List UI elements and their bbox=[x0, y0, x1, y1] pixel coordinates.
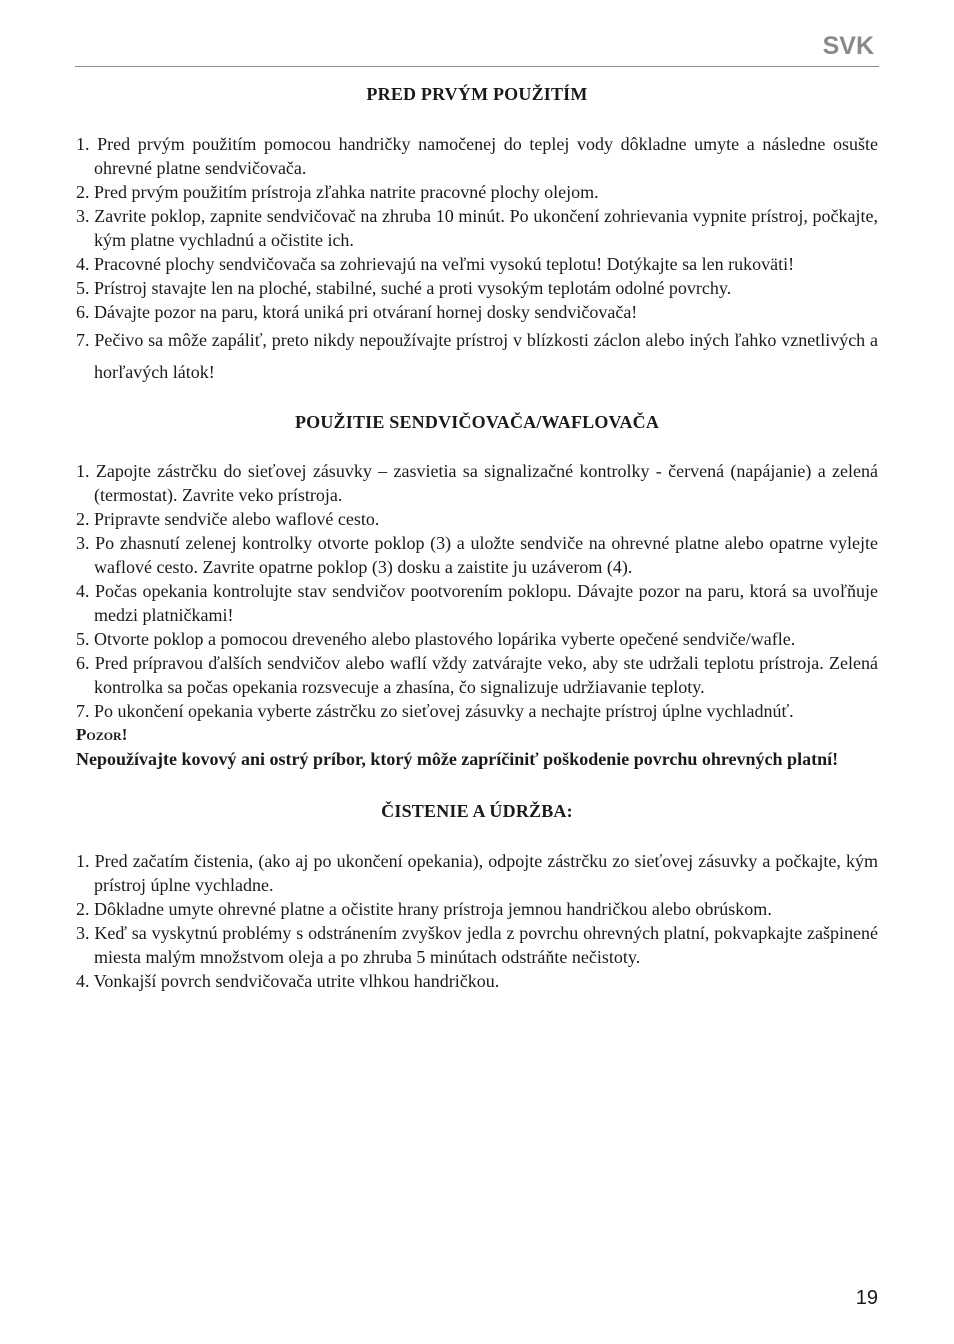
instruction-list bbox=[76, 459, 878, 723]
warning-title: Pozor! bbox=[76, 725, 128, 744]
list-item: 6. Pred prípravou ďalších sendvičov alebo waflí vždy zatvárajte veko, aby ste udržali teplotu prístroja. Zelená kontrolka sa počas opekania rozsvecuje a zhasína, čo signalizuje udržiavanie teploty. bbox=[76, 653, 878, 697]
list-item: 2. Dôkladne umyte ohrevné platne a očistite hrany prístroja jemnou handričkou alebo obrúskom. bbox=[76, 899, 772, 919]
instruction-list bbox=[76, 132, 878, 388]
list-item: 3. Keď sa vyskytnú problémy s odstránením zvyškov jedla z povrchu ohrevných platní, pokvapkajte zašpinené miesta malým množstvom oleja a po zhruba 5 minútach odstráňte nečistoty. bbox=[76, 923, 878, 967]
list-item: 7. Po ukončení opekania vyberte zástrčku zo sieťovej zásuvky a nechajte prístroj úplne vychladnúť. bbox=[76, 701, 794, 721]
list-item: 5. Otvorte poklop a pomocou dreveného alebo plastového lopárika vyberte opečené sendviče/wafle. bbox=[76, 629, 796, 649]
header-divider bbox=[75, 66, 879, 67]
list-item: 7. Pečivo sa môže zapáliť, preto nikdy nepoužívajte prístroj v blízkosti záclon alebo iných ľahko vznetlivých a horľavých látok! bbox=[76, 330, 878, 382]
list-item: 1. Pred začatím čistenia, (ako aj po ukončení opekania), odpojte zástrčku zo sieťovej zásuvky a počkajte, kým prístroj úplne vychladne. bbox=[76, 851, 878, 895]
list-item: 2. Pred prvým použitím prístroja zľahka natrite pracovné plochy olejom. bbox=[76, 182, 599, 202]
section-title: POUŽITIE SENDVIČOVAČA/WAFLOVAČA bbox=[294, 412, 660, 432]
section-before-first-use bbox=[76, 84, 878, 388]
instruction-list bbox=[76, 849, 878, 993]
list-item: 4. Počas opekania kontrolujte stav sendvičov pootvorením poklopu. Dávajte pozor na paru, ktorá sa uvoľňuje medzi platničkami! bbox=[76, 581, 878, 625]
section-title: ČISTENIE A ÚDRŽBA: bbox=[381, 801, 573, 821]
list-item: 3. Zavrite poklop, zapnite sendvičovač na zhruba 10 minút. Po ukončení zohrievania vypnite prístroj, počkajte, kým platne vychladnú a očistite ich. bbox=[76, 206, 878, 250]
list-item: 4. Vonkajší povrch sendvičovača utrite vlhkou handričkou. bbox=[76, 971, 500, 991]
section-title: PRED PRVÝM POUŽITÍM bbox=[366, 84, 588, 104]
page-number: 19 bbox=[855, 1287, 878, 1309]
list-item: 4. Pracovné plochy sendvičovača sa zohrievajú na veľmi vysokú teplotu! Dotýkajte sa len rukoväti! bbox=[76, 254, 795, 274]
list-item: 2. Pripravte sendviče alebo waflové cesto. bbox=[76, 509, 380, 529]
list-item: 5. Prístroj stavajte len na ploché, stabilné, suché a proti vysokým teplotám odolné povrchy. bbox=[76, 278, 732, 298]
list-item: 6. Dávajte pozor na paru, ktorá uniká pri otváraní hornej dosky sendvičovača! bbox=[76, 302, 638, 322]
list-item: 1. Zapojte zástrčku do sieťovej zásuvky – zasvietia sa signalizačné kontrolky - červená (napájanie) a zelená (termostat). Zavrite veko prístroja. bbox=[76, 461, 878, 505]
warning-text: Nepoužívajte kovový ani ostrý príbor, ktorý môže zapríčiniť poškodenie povrchu ohrevných platní! bbox=[76, 749, 839, 769]
section-cleaning bbox=[76, 801, 878, 993]
list-item: 3. Po zhasnutí zelenej kontrolky otvorte poklop (3) a uložte sendviče na ohrevné platne alebo opatrne vylejte waflové cesto. Zavrite opatrne poklop (3) dosku a zaistite ju uzáverom (4). bbox=[76, 533, 878, 577]
list-item: 1. Pred prvým použitím pomocou handričky namočenej do teplej vody dôkladne umyte a následne osušte ohrevné platne sendvičovača. bbox=[76, 134, 878, 178]
language-code: SVK bbox=[822, 32, 874, 60]
page-content bbox=[76, 84, 878, 993]
section-usage bbox=[76, 412, 878, 771]
